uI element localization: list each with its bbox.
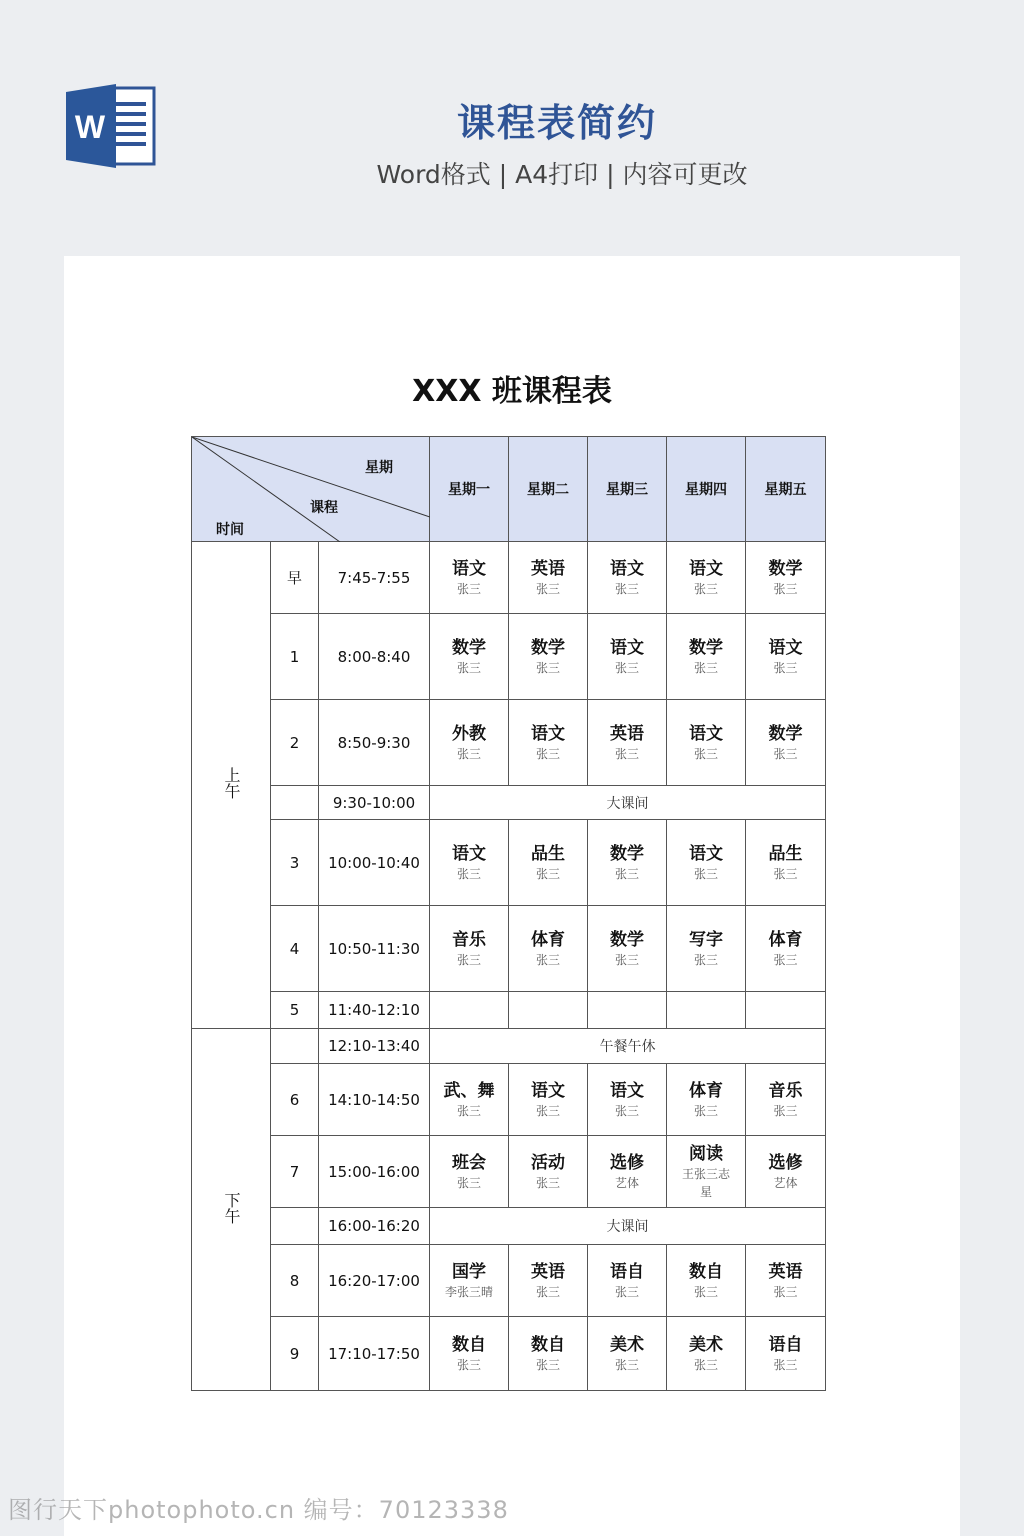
class-cell [430, 700, 509, 786]
class-cell [667, 820, 746, 906]
subject-name: 英语 [768, 1261, 803, 1282]
teacher-name: 张三 [535, 746, 560, 761]
class-cell [588, 1064, 667, 1136]
subject-name: 外教 [452, 723, 486, 744]
period-number: 1 [271, 614, 319, 700]
table-row [192, 1208, 826, 1245]
period-number: 6 [271, 1064, 319, 1136]
class-cell [746, 1136, 826, 1208]
class-cell [588, 542, 667, 614]
subject-name: 数学 [689, 637, 723, 658]
time-range: 10:50-11:30 [319, 906, 430, 992]
teacher-name: 张三 [456, 866, 481, 881]
banner-subtitle: Word格式 | A4打印 | 内容可更改 [376, 160, 748, 189]
banner-header [0, 0, 1024, 240]
teacher-name: 张三 [614, 746, 639, 761]
class-cell [430, 1245, 509, 1317]
teacher-name: 张三 [773, 1357, 798, 1372]
teacher-name: 张三 [535, 952, 560, 967]
period-label-text: 下午 [222, 1191, 241, 1224]
corner-time-label: 时间 [216, 522, 244, 538]
time-range: 17:10-17:50 [319, 1317, 430, 1391]
class-cell [667, 1245, 746, 1317]
break-label: 大课间 [430, 786, 826, 820]
subject-name: 语文 [768, 637, 803, 658]
subject-name: 选修 [768, 1152, 803, 1173]
morning-period-label [192, 542, 271, 1029]
period-number [271, 1208, 319, 1245]
time-range: 16:20-17:00 [319, 1245, 430, 1317]
class-cell [588, 700, 667, 786]
watermark-text: 图行天下photophoto.cn 编号：70123338 [8, 1496, 509, 1524]
time-range: 8:00-8:40 [319, 614, 430, 700]
table-row [192, 542, 826, 614]
class-cell [667, 1136, 746, 1208]
teacher-name: 张三 [614, 866, 639, 881]
class-cell [509, 1245, 588, 1317]
teacher-name: 张三 [693, 746, 718, 761]
class-cell [430, 820, 509, 906]
subject-name: 语自 [610, 1261, 644, 1282]
class-cell [509, 542, 588, 614]
table-row [192, 906, 826, 992]
class-cell [509, 700, 588, 786]
class-cell [746, 1245, 826, 1317]
class-cell [746, 820, 826, 906]
teacher-name: 张三 [693, 866, 718, 881]
class-cell [746, 992, 826, 1029]
subject-name: 数学 [452, 637, 486, 658]
teacher-name: 李张三晴 [444, 1284, 493, 1299]
day-header: 星期五 [746, 437, 826, 542]
subject-name: 英语 [610, 723, 644, 744]
subject-name: 语文 [531, 723, 565, 744]
teacher-name: 张三 [535, 1357, 560, 1372]
teacher-name: 张三 [456, 1175, 481, 1190]
time-range: 15:00-16:00 [319, 1136, 430, 1208]
day-header: 星期四 [667, 437, 746, 542]
class-cell [509, 820, 588, 906]
table-row [192, 614, 826, 700]
period-label-text: 上午 [222, 767, 241, 799]
period-number: 7 [271, 1136, 319, 1208]
teacher-name: 张三 [773, 746, 798, 761]
class-cell [509, 906, 588, 992]
subject-name: 体育 [531, 929, 565, 950]
class-cell [746, 906, 826, 992]
period-number: 4 [271, 906, 319, 992]
class-cell [509, 1317, 588, 1391]
class-cell [588, 1317, 667, 1391]
teacher-name: 张三 [535, 660, 560, 675]
class-cell [509, 1064, 588, 1136]
class-cell [667, 542, 746, 614]
teacher-name: 张三 [456, 1357, 481, 1372]
schedule-table [191, 436, 826, 1391]
table-row [192, 1245, 826, 1317]
subject-name: 美术 [610, 1334, 644, 1355]
banner-title: 课程表简约 [456, 101, 657, 145]
time-range: 16:00-16:20 [319, 1208, 430, 1245]
class-cell [746, 1064, 826, 1136]
table-row [192, 992, 826, 1029]
day-header: 星期三 [588, 437, 667, 542]
teacher-name: 张三 [773, 866, 798, 881]
teacher-name: 张三 [693, 1357, 718, 1372]
corner-course-label: 课程 [310, 500, 338, 516]
class-cell [430, 906, 509, 992]
teacher-name: 张三 [456, 660, 481, 675]
subject-name: 体育 [768, 929, 803, 950]
teacher-name: 张三 [535, 1284, 560, 1299]
corner-header-cell [192, 437, 430, 542]
period-number [271, 786, 319, 820]
subject-name: 数自 [531, 1334, 565, 1355]
subject-name: 语文 [610, 637, 644, 658]
subject-name: 数自 [452, 1334, 486, 1355]
teacher-name: 张三 [456, 581, 481, 596]
break-label: 午餐午休 [430, 1029, 826, 1064]
teacher-name: 张三 [614, 1103, 639, 1118]
subject-name: 数学 [531, 637, 565, 658]
table-row [192, 1064, 826, 1136]
subject-name: 音乐 [452, 929, 486, 950]
class-cell [430, 992, 509, 1029]
subject-name: 语文 [610, 558, 644, 579]
subject-name: 品生 [768, 843, 803, 864]
table-row [192, 1029, 826, 1064]
break-label: 大课间 [430, 1208, 826, 1245]
subject-name: 美术 [689, 1334, 723, 1355]
subject-name: 数自 [689, 1261, 723, 1282]
teacher-name: 张三 [693, 1284, 718, 1299]
subject-name: 品生 [531, 843, 565, 864]
teacher-name: 张三 [614, 952, 639, 967]
subject-name: 语文 [689, 558, 723, 579]
subject-name: 音乐 [768, 1080, 803, 1101]
teacher-name: 张三 [773, 952, 798, 967]
teacher-name: 张三 [693, 1103, 718, 1118]
time-range: 14:10-14:50 [319, 1064, 430, 1136]
day-header: 星期一 [430, 437, 509, 542]
class-cell [509, 1136, 588, 1208]
time-range: 12:10-13:40 [319, 1029, 430, 1064]
teacher-name: 艺体 [614, 1175, 639, 1190]
teacher-name: 张三 [614, 1357, 639, 1372]
class-cell [746, 1317, 826, 1391]
period-number: 8 [271, 1245, 319, 1317]
time-range: 10:00-10:40 [319, 820, 430, 906]
teacher-name: 张三 [456, 746, 481, 761]
teacher-name: 张三 [693, 660, 718, 675]
class-cell [509, 614, 588, 700]
period-number: 5 [271, 992, 319, 1029]
subject-name: 语文 [531, 1080, 565, 1101]
teacher-name: 张三 [773, 581, 798, 596]
svg-text:W: W [74, 109, 106, 145]
period-number: 3 [271, 820, 319, 906]
subject-name: 英语 [531, 558, 565, 579]
class-cell [430, 1136, 509, 1208]
period-number: 早 [271, 542, 319, 614]
teacher-name: 张三 [614, 660, 639, 675]
teacher-name: 张三 [693, 581, 718, 596]
subject-name: 数学 [610, 843, 644, 864]
table-row [192, 1317, 826, 1391]
subject-name: 班会 [452, 1152, 486, 1173]
class-cell [746, 700, 826, 786]
table-header-row [192, 437, 826, 542]
subject-name: 语文 [452, 558, 486, 579]
teacher-name: 艺体 [773, 1175, 798, 1190]
time-range: 11:40-12:10 [319, 992, 430, 1029]
teacher-name: 张三 [456, 952, 481, 967]
class-cell [588, 1245, 667, 1317]
class-cell [667, 700, 746, 786]
time-range: 7:45-7:55 [319, 542, 430, 614]
class-cell [667, 1317, 746, 1391]
corner-week-label: 星期 [365, 460, 393, 476]
teacher-name: 张三 [535, 1103, 560, 1118]
class-cell [588, 820, 667, 906]
class-cell [430, 1064, 509, 1136]
subject-name: 语文 [689, 843, 723, 864]
subject-name: 阅读 [689, 1143, 723, 1164]
subject-name: 数学 [768, 558, 803, 579]
table-row [192, 700, 826, 786]
subject-name: 活动 [531, 1152, 565, 1173]
class-cell [667, 1064, 746, 1136]
class-cell [509, 992, 588, 1029]
subject-name: 数学 [610, 929, 644, 950]
subject-name: 语文 [452, 843, 486, 864]
document-page [64, 256, 960, 1536]
class-cell [667, 906, 746, 992]
period-number: 9 [271, 1317, 319, 1391]
teacher-name: 张三 [535, 581, 560, 596]
period-number [271, 1029, 319, 1064]
subject-name: 体育 [689, 1080, 723, 1101]
subject-name: 写字 [689, 929, 723, 950]
afternoon-period-label [192, 1029, 271, 1391]
period-number: 2 [271, 700, 319, 786]
subject-name: 语文 [610, 1080, 644, 1101]
teacher-name: 张三 [773, 660, 798, 675]
document-title: XXX 班课程表 [412, 374, 612, 409]
teacher-name: 张三 [773, 1284, 798, 1299]
class-cell [746, 542, 826, 614]
class-cell [588, 992, 667, 1029]
class-cell [430, 614, 509, 700]
teacher-name: 张三 [614, 581, 639, 596]
teacher-name: 张三 [535, 1175, 560, 1190]
subject-name: 英语 [531, 1261, 565, 1282]
subject-name: 选修 [610, 1152, 644, 1173]
time-range: 9:30-10:00 [319, 786, 430, 820]
class-cell [588, 614, 667, 700]
table-row [192, 820, 826, 906]
subject-name: 武、舞 [443, 1080, 495, 1101]
teacher-name: 张三 [456, 1103, 481, 1118]
subject-name: 语文 [689, 723, 723, 744]
class-cell [430, 1317, 509, 1391]
teacher-name: 张三 [614, 1284, 639, 1299]
class-cell [667, 992, 746, 1029]
day-header: 星期二 [509, 437, 588, 542]
table-row [192, 1136, 826, 1208]
class-cell [588, 1136, 667, 1208]
subject-name: 国学 [452, 1261, 486, 1282]
class-cell [746, 614, 826, 700]
teacher-name: 张三 [535, 866, 560, 881]
subject-name: 数学 [768, 723, 803, 744]
teacher-name: 张三 [693, 952, 718, 967]
class-cell [588, 906, 667, 992]
table-row [192, 786, 826, 820]
class-cell [667, 614, 746, 700]
teacher-name: 张三 [773, 1103, 798, 1118]
subject-name: 语自 [768, 1334, 803, 1355]
time-range: 8:50-9:30 [319, 700, 430, 786]
teacher-name: 王张三志星 [681, 1166, 730, 1199]
class-cell [430, 542, 509, 614]
